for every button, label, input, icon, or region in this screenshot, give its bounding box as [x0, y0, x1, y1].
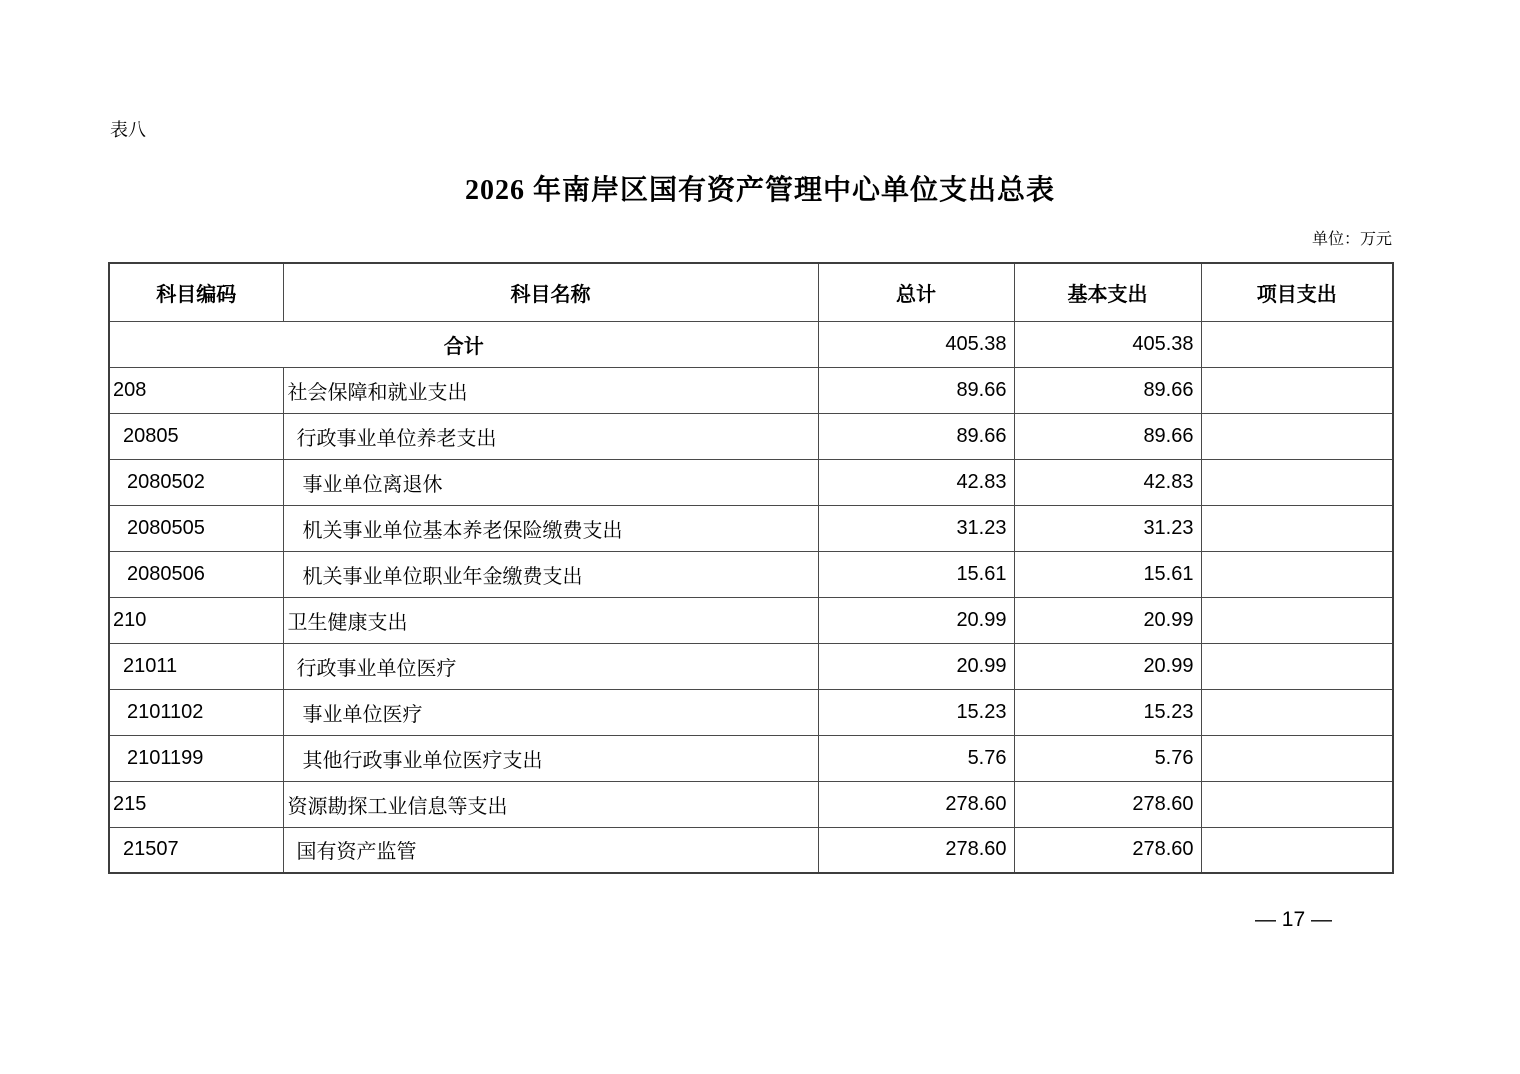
project-cell — [1201, 781, 1393, 827]
table-header — [109, 263, 1393, 321]
table-row — [109, 459, 1393, 505]
project-cell — [1201, 735, 1393, 781]
code-cell: 2080502 — [109, 459, 283, 505]
total-cell: 15.61 — [818, 551, 1014, 597]
name-cell: 其他行政事业单位医疗支出 — [283, 735, 818, 781]
column-header-code: 科目编码 — [109, 263, 283, 321]
column-header-total: 总计 — [818, 263, 1014, 321]
table-row — [109, 413, 1393, 459]
name-cell: 资源勘探工业信息等支出 — [283, 781, 818, 827]
code-cell: 2080505 — [109, 505, 283, 551]
project-cell — [1201, 459, 1393, 505]
name-cell: 机关事业单位职业年金缴费支出 — [283, 551, 818, 597]
basic-cell: 15.23 — [1014, 689, 1201, 735]
basic-cell: 89.66 — [1014, 367, 1201, 413]
total-cell: 20.99 — [818, 597, 1014, 643]
basic-cell: 20.99 — [1014, 597, 1201, 643]
project-cell — [1201, 551, 1393, 597]
total-cell: 5.76 — [818, 735, 1014, 781]
name-cell: 行政事业单位医疗 — [283, 643, 818, 689]
name-cell: 事业单位医疗 — [283, 689, 818, 735]
code-cell: 2080506 — [109, 551, 283, 597]
table-row — [109, 781, 1393, 827]
project-cell — [1201, 505, 1393, 551]
basic-cell: 405.38 — [1014, 321, 1201, 367]
total-cell: 278.60 — [818, 781, 1014, 827]
project-cell — [1201, 321, 1393, 367]
total-cell: 20.99 — [818, 643, 1014, 689]
column-header-project: 项目支出 — [1201, 263, 1393, 321]
total-cell: 405.38 — [818, 321, 1014, 367]
name-cell: 机关事业单位基本养老保险缴费支出 — [283, 505, 818, 551]
table-row — [109, 735, 1393, 781]
table-row — [109, 689, 1393, 735]
basic-cell: 15.61 — [1014, 551, 1201, 597]
project-cell — [1201, 367, 1393, 413]
name-cell: 社会保障和就业支出 — [283, 367, 818, 413]
table-row — [109, 597, 1393, 643]
project-cell — [1201, 689, 1393, 735]
table-row — [109, 367, 1393, 413]
basic-cell: 278.60 — [1014, 827, 1201, 873]
code-cell: 2101102 — [109, 689, 283, 735]
name-cell: 事业单位离退休 — [283, 459, 818, 505]
code-cell: 215 — [109, 781, 283, 827]
project-cell — [1201, 413, 1393, 459]
page-number: — 17 — — [1254, 908, 1332, 931]
summary-row — [109, 321, 1393, 367]
code-cell: 2101199 — [109, 735, 283, 781]
basic-cell: 31.23 — [1014, 505, 1201, 551]
column-header-name: 科目名称 — [283, 263, 818, 321]
basic-cell: 89.66 — [1014, 413, 1201, 459]
project-cell — [1201, 643, 1393, 689]
basic-cell: 278.60 — [1014, 781, 1201, 827]
name-cell: 行政事业单位养老支出 — [283, 413, 818, 459]
table-row — [109, 551, 1393, 597]
code-cell: 208 — [109, 367, 283, 413]
code-cell: 21011 — [109, 643, 283, 689]
total-cell: 15.23 — [818, 689, 1014, 735]
table-row — [109, 643, 1393, 689]
basic-cell: 5.76 — [1014, 735, 1201, 781]
basic-cell: 20.99 — [1014, 643, 1201, 689]
code-cell: 20805 — [109, 413, 283, 459]
header-row — [109, 263, 1393, 321]
expenditure-table — [108, 262, 1394, 874]
table-row — [109, 505, 1393, 551]
code-cell: 21507 — [109, 827, 283, 873]
code-cell: 210 — [109, 597, 283, 643]
name-cell: 国有资产监管 — [283, 827, 818, 873]
table-number-label: 表八 — [110, 120, 146, 140]
name-cell: 卫生健康支出 — [283, 597, 818, 643]
table-row — [109, 827, 1393, 873]
column-header-basic: 基本支出 — [1014, 263, 1201, 321]
page-title: 2026 年南岸区国有资产管理中心单位支出总表 — [464, 175, 1055, 206]
basic-cell: 42.83 — [1014, 459, 1201, 505]
project-cell — [1201, 597, 1393, 643]
total-cell: 42.83 — [818, 459, 1014, 505]
total-cell: 89.66 — [818, 413, 1014, 459]
unit-note: 单位：万元 — [1311, 231, 1392, 248]
total-cell: 278.60 — [818, 827, 1014, 873]
total-cell: 89.66 — [818, 367, 1014, 413]
project-cell — [1201, 827, 1393, 873]
summary-label-cell: 合计 — [109, 321, 818, 367]
total-cell: 31.23 — [818, 505, 1014, 551]
